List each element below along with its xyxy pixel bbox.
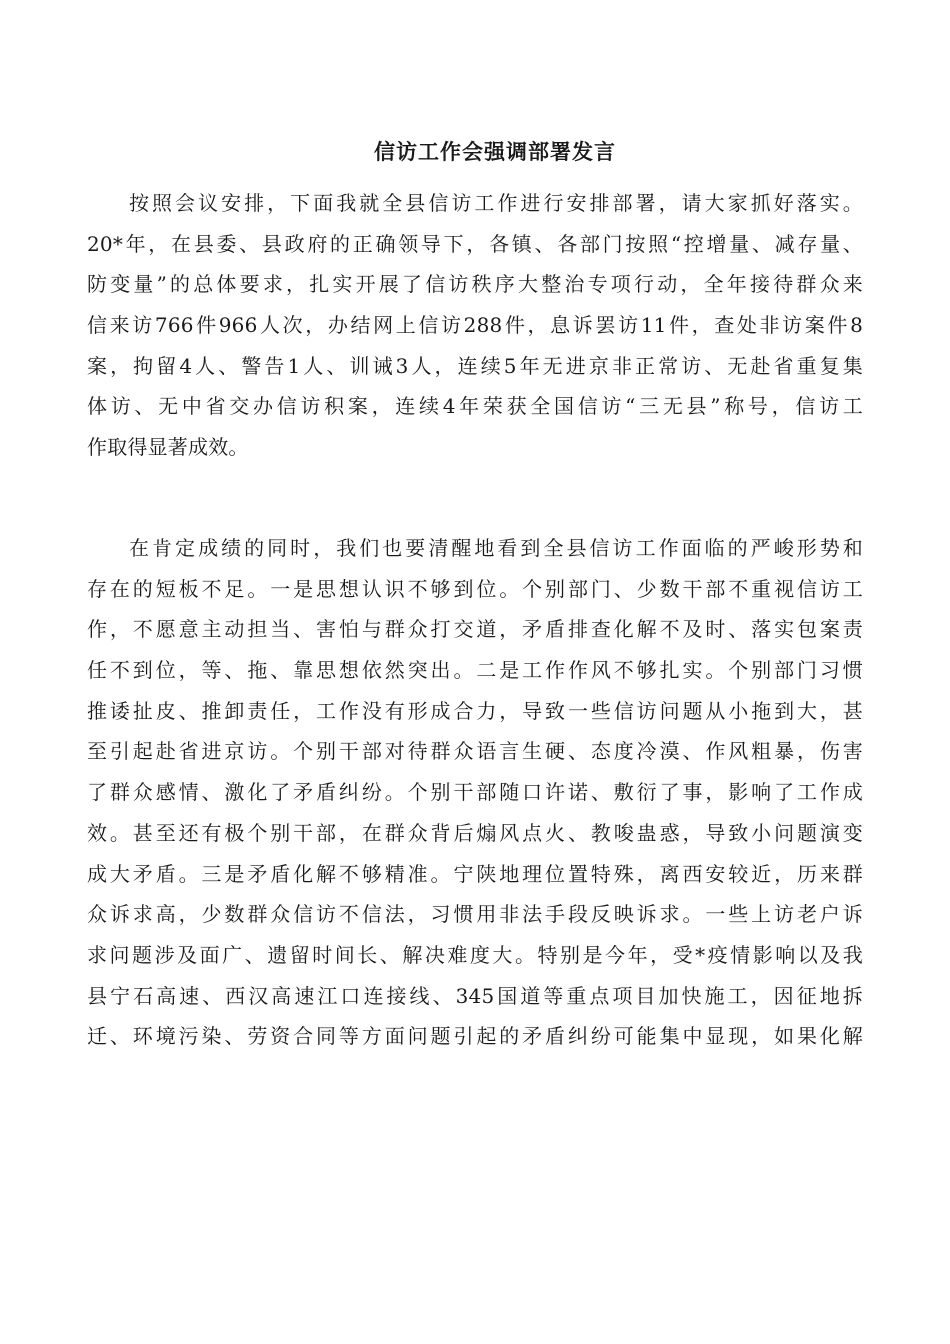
paragraph-line: 按照会议安排，下面我就全县信访工作进行安排部署，请大家抓好落实。: [129, 191, 863, 215]
paragraph-line: 任不到位，等、拖、靠思想依然突出。二是工作作风不够扎实。个别部门习惯: [87, 658, 863, 683]
paragraph-line: 推诿扯皮、推卸责任，工作没有形成合力，导致一些信访问题从小拖到大，甚: [87, 698, 863, 723]
paragraph-line: 县宁石高速、西汉高速江口连接线、345国道等重点项目加快施工，因征地拆: [87, 983, 863, 1008]
paragraph-line: 作，不愿意主动担当、害怕与群众打交道，矛盾排查化解不及时、落实包案责: [87, 617, 863, 642]
paragraph-line: 信来访766件966人次，办结网上信访288件，息诉罢访11件，查处非访案件8: [87, 313, 863, 338]
paragraph-line: 求问题涉及面广、遗留时间长、解决难度大。特别是今年，受*疫情影响以及我: [87, 942, 863, 967]
paragraph-line: 迁、环境污染、劳资合同等方面问题引起的矛盾纠纷可能集中显现，如果化解: [87, 1024, 863, 1049]
document-title: 信访工作会强调部署发言: [374, 139, 616, 164]
paragraph-line: 20*年，在县委、县政府的正确领导下，各镇、各部门按照“控增量、减存量、: [87, 231, 863, 256]
paragraph-line: 案，拘留4人、警告1人、训诫3人，连续5年无进京非正常访、无赴省重复集: [87, 353, 863, 378]
paragraph-line: 防变量”的总体要求，扎实开展了信访秩序大整治专项行动，全年接待群众来: [87, 272, 863, 297]
paragraph-1: [87, 183, 863, 468]
paragraph-line: 至引起赴省进京访。个别干部对待群众语言生硬、态度冷漠、作风粗暴，伤害: [87, 739, 863, 764]
paragraph-line: 众诉求高，少数群众信访不信法，习惯用非法手段反映诉求。一些上访老户诉: [87, 902, 863, 927]
paragraph-line: 效。甚至还有极个别干部，在群众背后煽风点火、教唆蛊惑，导致小问题演变: [87, 820, 863, 845]
paragraph-line: 体访、无中省交办信访积案，连续4年荣获全国信访“三无县”称号，信访工: [87, 394, 863, 419]
paragraph-line: 了群众感情、激化了矛盾纠纷。个别干部随口许诺、敷衍了事，影响了工作成: [87, 780, 863, 805]
paragraph-line: 在肯定成绩的同时，我们也要清醒地看到全县信访工作面临的严峻形势和: [129, 536, 863, 560]
paragraph-line: 成大矛盾。三是矛盾化解不够精准。宁陕地理位置特殊，离西安较近，历来群: [87, 861, 863, 886]
paragraph-2: [87, 528, 863, 1057]
paragraph-line: 作取得显著成效。: [87, 435, 249, 460]
paragraph-line: 存在的短板不足。一是思想认识不够到位。个别部门、少数干部不重视信访工: [87, 576, 863, 601]
